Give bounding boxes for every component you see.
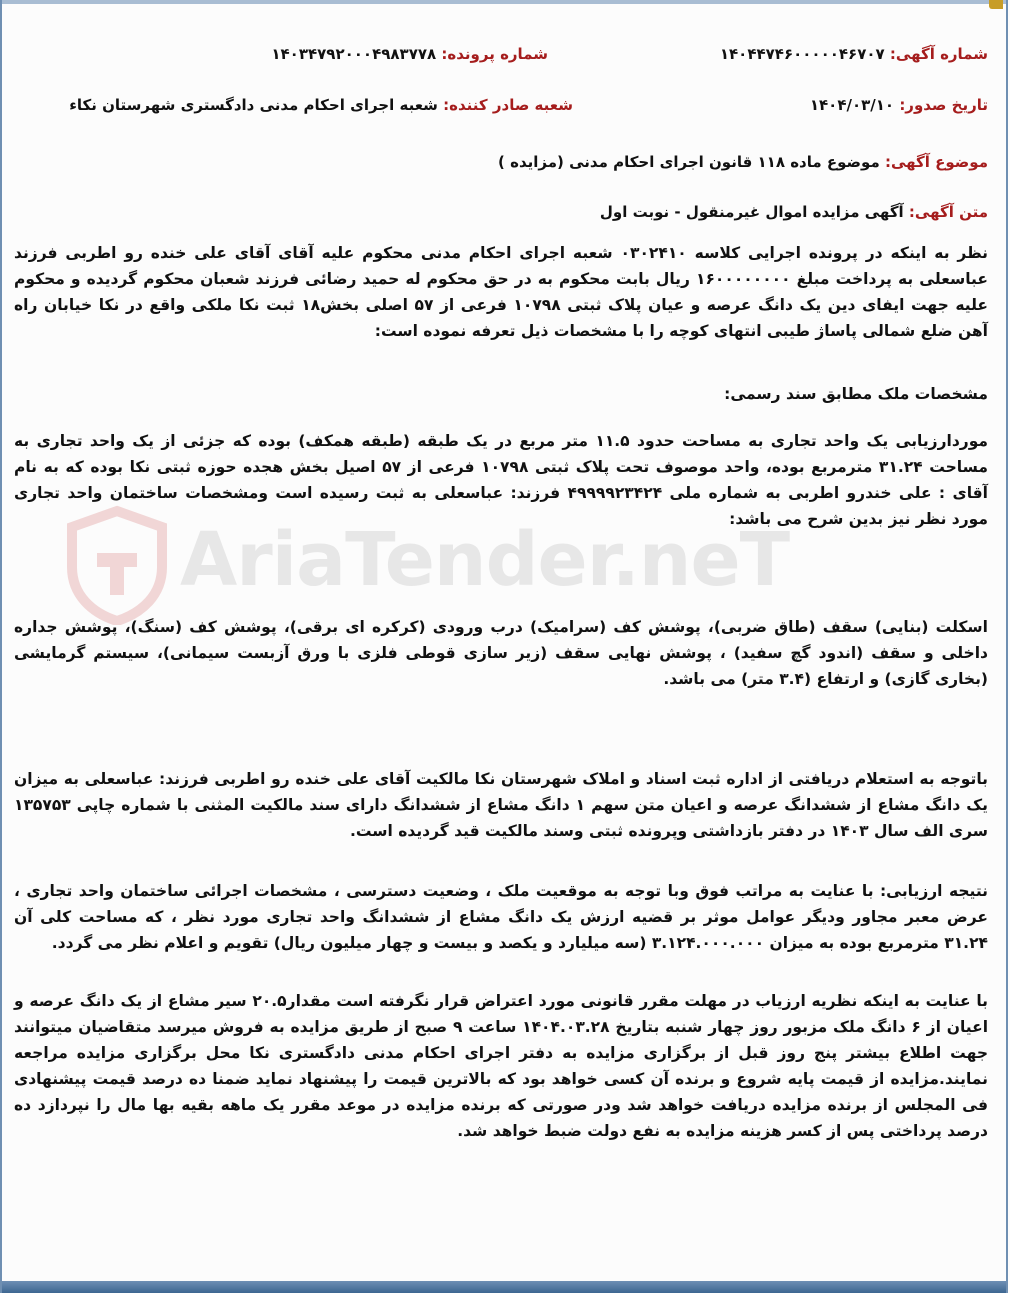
issue-date xyxy=(810,96,988,114)
issue-date-value: ۱۴۰۴/۰۳/۱۰ xyxy=(809,96,895,114)
notice-title-value: آگهی مزایده اموال غیرمنقول - نوبت اول xyxy=(599,203,904,221)
paragraph-property-spec: موردارزیابی یک واحد تجاری به مساحت حدود ۱۱.۵ متر مربع در یک طبقه (طبقه همکف) بوده که جزئی از یک واحد تجاری به مساحت ۳۱.۲۴ مترمربع بوده، واحد موصوف تحت پلاک ثبتی ۱۰۷۹۸ فرعی از ۵۷ اصیل بخش هجده حوزه ثبتی نکا بوده که به نام آقای : علی خندرو اطربی به شماره ملی ۴۹۹۹۹۲۳۴۲۴ فرزند: عباسعلی به ثبت رسیده است ومشخصات ساختمان واحد تجاری مورد نظر نیز بدین شرح می باشد: xyxy=(14,432,989,528)
subject-label: موضوع آگهی: xyxy=(884,153,988,171)
notice-title xyxy=(600,203,988,221)
subject-value: موضوع ماده ۱۱۸ قانون اجرای احکام مدنی (مزایده ) xyxy=(498,153,880,171)
issue-date-label: تاریخ صدور: xyxy=(899,96,988,114)
file-number-value: ۱۴۰۳۴۷۹۲۰۰۰۴۹۸۳۷۷۸ xyxy=(271,45,437,63)
paragraph-building-spec: اسکلت (بنایی) سقف (طاق ضربی)، پوشش کف (سرامیک) درب ورودی (کرکره ای برقی)، پوشش کف (سنگ)، پوشش جداره داخلی و سقف (اندود گچ سفید) ، پوشش نهایی سقف (زیر سازی قوطی فلزی با ورق آزبست سیمانی)، سیستم گرمایشی (بخاری گازی) و ارتفاع (۳.۴ متر) می باشد. xyxy=(14,618,988,688)
notice-page xyxy=(2,0,1006,1293)
paragraph-case: نظر به اینکه در پرونده اجرایی کلاسه ۰۳۰۲۴۱۰ شعبه اجرای احکام مدنی محکوم علیه آقای آقای علی خنده رو اطربی فرزند عباسعلی به پرداخت مبلغ ۱۶۰۰۰۰۰۰۰۰ ریال بابت محکوم به در حق محکوم له حمید رضائی فرزند شعبان محکوم گردیده و محکوم علیه جهت ایفای دین یک دانگ عرصه و عیان پلاک ثبتی ۱۰۷۹۸ فرعی از ۵۷ اصلی بخش۱۸ ثبت نکا ملکی واقع در نکا خیابان راه آهن ضلع شمالی پاساژ طیبی انتهای کوچه را با مشخصات ذیل تعرفه نموده است: xyxy=(14,244,988,340)
watermark-text: AriaTender.neT xyxy=(180,517,790,603)
ad-number-label: شماره آگهی: xyxy=(889,45,988,63)
subject xyxy=(498,153,988,171)
issuer xyxy=(69,96,573,114)
notice-title-label: متن آگهی: xyxy=(908,203,988,221)
issuer-value: شعبه اجرای احکام مدنی دادگستری شهرستان نکاء xyxy=(69,96,438,114)
paragraph-auction-terms: با عنایت به اینکه نظریه ارزیاب در مهلت مقرر قانونی مورد اعتراض قرار نگرفته است مقدار۲۰.۵ سیر مشاع از یک دانگ عرصه و اعیان از ۶ دانگ ملک مزبور روز چهار شنبه بتاریخ ۱۴۰۴.۰۳.۲۸ ساعت ۹ صبح از طریق مزایده به فروش میرسد متقاضیان میتوانند جهت اطلاع بیشتر پنج روز قبل از برگزاری مزایده به دفتر اجرای احکام مدنی دادگستری نکا محل برگزاری مزایده مراجعه نمایند.مزایده از قیمت پایه شروع و برنده آن کسی خواهد بود که بالاترین قیمت را پیشنهاد نماید ضمنا ده درصد قیمت پیشنهادی فی المجلس از برنده مزایده دریافت خواهد شد ودر صورتی که برنده مزایده در موعد مقرر یک ماهه بقیه بها مال را نپردازد ده درصد پرداختی پس از کسر هزینه مزایده به نفع دولت ضبط خواهد شد. xyxy=(14,992,989,1140)
paragraph-registry-inquiry: باتوجه به استعلام دریافتی از اداره ثبت اسناد و املاک شهرستان نکا مالکیت آقای علی خنده رو اطربی فرزند: عباسعلی به میزان یک دانگ مشاع از ششدانگ عرصه و اعیان متن سهم ۱ دانگ مشاع از ششدانگ دارای سند مالکیت المثنی با شماره چاپی ۱۳۵۷۵۳ سری الف سال ۱۴۰۳ در دفتر بازداشتی وپرونده ثبتی وسند مالکیت قید گردیده است. xyxy=(14,770,988,840)
ad-number-value: ۱۴۰۴۴۷۴۶۰۰۰۰۰۴۶۷۰۷ xyxy=(719,45,885,63)
issuer-label: شعبه صادر کننده: xyxy=(443,96,573,114)
file-number-label: شماره پرونده: xyxy=(441,45,548,63)
file-number xyxy=(271,45,548,63)
bottom-bar xyxy=(2,1281,1006,1293)
paragraph-property-heading: مشخصات ملک مطابق سند رسمی: xyxy=(724,385,988,403)
ad-number xyxy=(720,45,988,63)
paragraph-valuation-result: نتیجه ارزیابی: با عنایت به مراتب فوق وبا توجه به موقعیت ملک ، وضعیت دسترسی ، مشخصات اجرائی ساختمان واحد تجاری ، عرض معبر مجاور ودیگر عوامل موثر بر قضیه ارزش یک دانگ مشاع از ششدانگ واحد تجاری مورد نظر ، که مساحت کلی آن ۳۱.۲۴ مترمربع بوده به میزان ۳.۱۲۴.۰۰۰.۰۰۰ (سه میلیارد و یکصد و بیست و چهار میلیون ریال) تقویم و اعلام نظر می گردد. xyxy=(14,882,988,952)
